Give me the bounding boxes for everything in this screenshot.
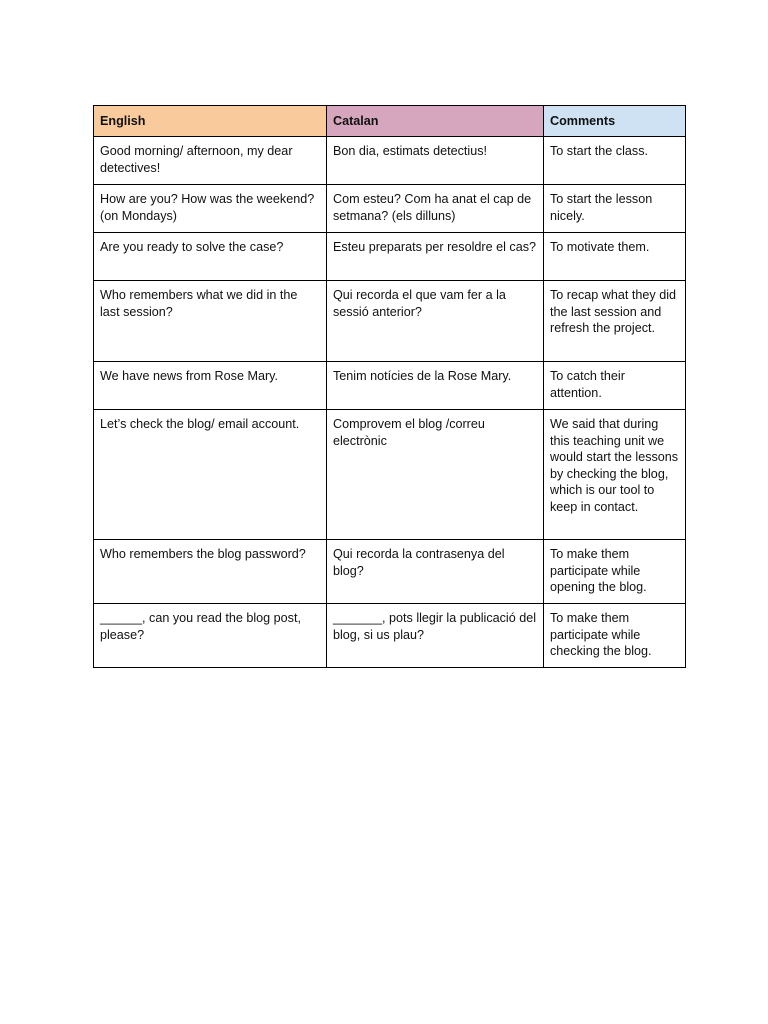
table-row bbox=[94, 410, 686, 540]
english-cell: Let’s check the blog/ email account. bbox=[94, 410, 327, 540]
table-row bbox=[94, 281, 686, 362]
comments-cell: To start the lesson nicely. bbox=[544, 185, 686, 233]
catalan-cell: Qui recorda el que vam fer a la sessió anterior? bbox=[327, 281, 544, 362]
catalan-cell: Qui recorda la contrasenya del blog? bbox=[327, 540, 544, 604]
classroom-phrases-table bbox=[93, 105, 686, 668]
english-cell: Who remembers the blog password? bbox=[94, 540, 327, 604]
catalan-cell: Esteu preparats per resoldre el cas? bbox=[327, 233, 544, 281]
table-row bbox=[94, 362, 686, 410]
english-cell: We have news from Rose Mary. bbox=[94, 362, 327, 410]
catalan-column-header: Catalan bbox=[327, 106, 544, 137]
table-row bbox=[94, 604, 686, 668]
comments-column-header: Comments bbox=[544, 106, 686, 137]
catalan-cell: Bon dia, estimats detectius! bbox=[327, 137, 544, 185]
table-row bbox=[94, 185, 686, 233]
english-cell: ______, can you read the blog post, please? bbox=[94, 604, 327, 668]
catalan-cell: _______, pots llegir la publicació del blog, si us plau? bbox=[327, 604, 544, 668]
catalan-cell: Tenim notícies de la Rose Mary. bbox=[327, 362, 544, 410]
comments-cell: We said that during this teaching unit we would start the lessons by checking the blog, which is our tool to keep in contact. bbox=[544, 410, 686, 540]
comments-cell: To motivate them. bbox=[544, 233, 686, 281]
comments-cell: To recap what they did the last session and refresh the project. bbox=[544, 281, 686, 362]
catalan-cell: Comprovem el blog /correu electrònic bbox=[327, 410, 544, 540]
english-cell: Who remembers what we did in the last session? bbox=[94, 281, 327, 362]
english-cell: Good morning/ afternoon, my dear detectives! bbox=[94, 137, 327, 185]
catalan-cell: Com esteu? Com ha anat el cap de setmana? (els dilluns) bbox=[327, 185, 544, 233]
english-cell: How are you? How was the weekend? (on Mondays) bbox=[94, 185, 327, 233]
table-row bbox=[94, 233, 686, 281]
comments-cell: To start the class. bbox=[544, 137, 686, 185]
comments-cell: To catch their attention. bbox=[544, 362, 686, 410]
table-row bbox=[94, 540, 686, 604]
english-cell: Are you ready to solve the case? bbox=[94, 233, 327, 281]
table-header-row bbox=[94, 106, 686, 137]
english-column-header: English bbox=[94, 106, 327, 137]
table-row bbox=[94, 137, 686, 185]
comments-cell: To make them participate while opening the blog. bbox=[544, 540, 686, 604]
comments-cell: To make them participate while checking the blog. bbox=[544, 604, 686, 668]
